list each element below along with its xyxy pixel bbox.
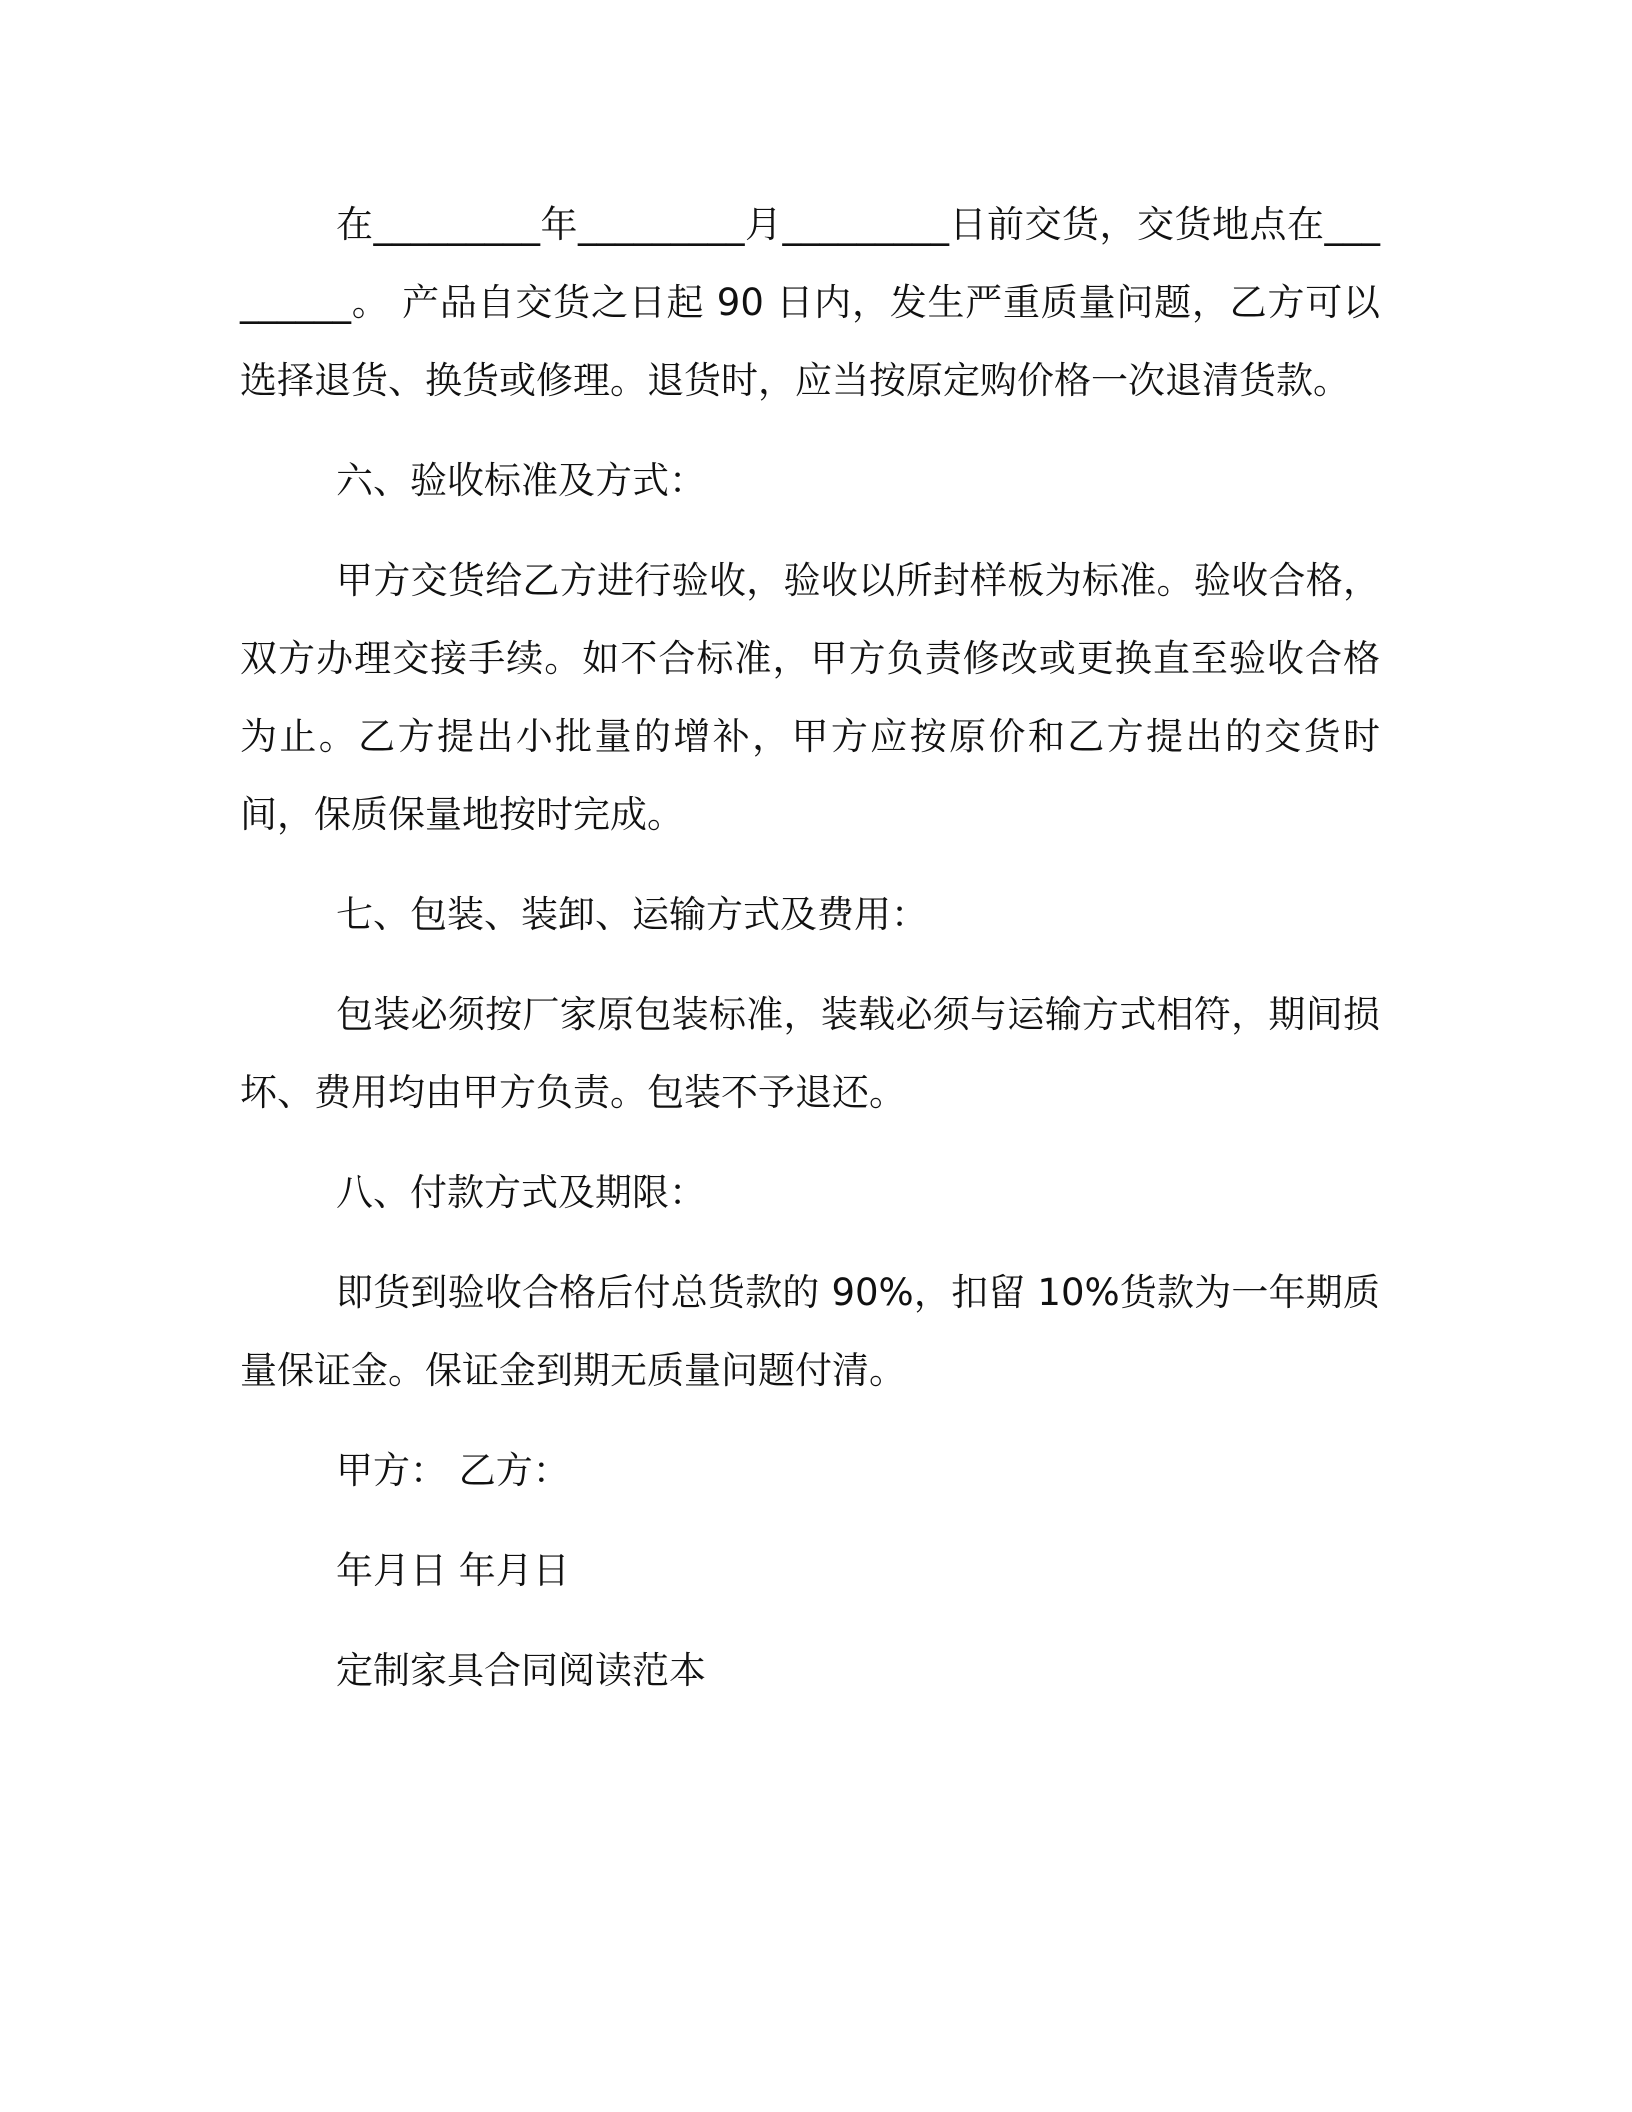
document-page [240,186,1380,1710]
paragraph-delivery-terms: 在_________年_________月_________日前交货，交货地点在_________。 产品自交货之日起 90 日内，发生严重质量问题，乙方可以选择退货、换货或修理。退货时，应当按原定购价格一次退清货款。 [240,203,1380,402]
heading-packaging-transport: 七、包装、装卸、运输方式及费用： [336,893,928,936]
heading-payment-terms: 八、付款方式及期限： [336,1171,706,1214]
heading-acceptance-standards: 六、验收标准及方式： [336,459,706,502]
paragraph-acceptance-standards: 甲方交货给乙方进行验收，验收以所封样板为标准。验收合格，双方办理交接手续。如不合标准，甲方负责修改或更换直至验收合格为止。乙方提出小批量的增补，甲方应按原价和乙方提出的交货时间，保质保量地按时完成。 [240,559,1380,836]
document-footer-title: 定制家具合同阅读范本 [336,1649,706,1692]
signature-line: 甲方： 乙方： [336,1449,570,1492]
paragraph-payment-terms: 即货到验收合格后付总货款的 90%，扣留 10%货款为一年期质量保证金。保证金到期无质量问题付清。 [240,1271,1380,1392]
date-line: 年月日 年月日 [336,1549,570,1592]
paragraph-packaging-transport: 包装必须按厂家原包装标准，装载必须与运输方式相符，期间损坏、费用均由甲方负责。包装不予退还。 [240,993,1380,1114]
